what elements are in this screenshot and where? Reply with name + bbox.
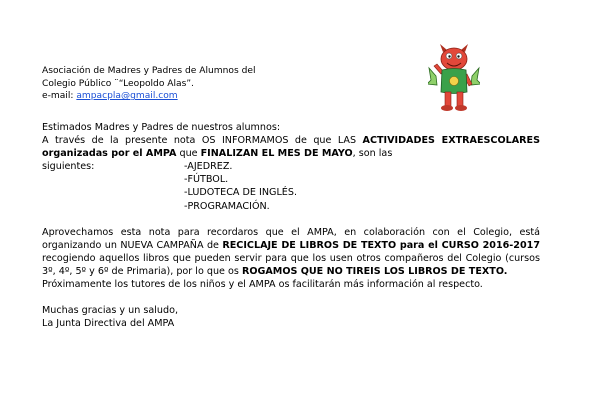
letter-closing: Muchas gracias y un saludo, xyxy=(42,305,178,317)
activity-row xyxy=(42,160,540,173)
org-name-line1: Asociación de Madres y Padres de Alumnos del xyxy=(42,66,256,76)
activity-row xyxy=(42,186,540,199)
paragraph-activities xyxy=(42,134,540,160)
letter-greeting: Estimados Madres y Padres de nuestros alumnos: xyxy=(42,122,281,133)
paragraph-recycling xyxy=(42,226,540,278)
activity-row xyxy=(42,173,540,186)
org-name-line2: Colegio Público ¨“Leopoldo Alas”. xyxy=(42,78,194,89)
p1-text-f: siguientes: xyxy=(42,161,95,173)
letter-signature: La Junta Directiva del AMPA xyxy=(42,318,175,330)
spacer xyxy=(42,291,540,304)
p2-bold-request: ROGAMOS QUE NO TIREIS LOS LIBROS DE TEXTO. xyxy=(241,265,508,277)
paragraph-followup: Próximamente los tutores de los niños y el AMPA os facilitarán más información al respecto. xyxy=(42,279,483,291)
p1-text-c: que xyxy=(176,148,201,160)
email-link[interactable]: ampacpla@gmail.com xyxy=(76,91,178,102)
activity-item: -PROGRAMACIÓN. xyxy=(184,200,270,212)
p2-bold-campaign: RECICLAJE DE LIBROS DE TEXTO para el CURSO 2016-2017 xyxy=(222,239,540,251)
activity-row xyxy=(42,200,540,213)
spacer xyxy=(42,213,540,226)
activity-item: -LUDOTECA DE INGLÉS. xyxy=(184,187,298,199)
letter-body xyxy=(42,121,540,330)
email-label: e-mail: xyxy=(42,91,74,102)
activity-item: -FÚTBOL. xyxy=(184,174,229,186)
letter-header xyxy=(42,65,256,103)
p1-bold-end-date: FINALIZAN EL MES DE MAYO xyxy=(200,148,353,160)
p2-text-c: recogiendo aquellos libros que pueden servir para que los usen otros compañeros del Colegio (cursos 3º, 4º, 5º y 6º de Primaria), por lo que os xyxy=(42,252,540,277)
activity-item: -AJEDREZ. xyxy=(184,161,233,173)
p2-text-a: Aprovechamos esta nota para recordaros que el AMPA, en colaboración con el Colegio, está organizando un NUEVA CAMPAÑA de xyxy=(42,226,540,251)
p1-bold-activities: ACTIVIDADES EXTRAESCOLARES organizadas por el AMPA xyxy=(42,135,540,160)
p1-text-a: A través de la presente nota OS INFORMAMOS de que LAS xyxy=(42,135,363,147)
p1-text-e: , son las xyxy=(352,148,393,160)
email-line xyxy=(42,90,256,103)
red-devil-mascot-icon xyxy=(428,42,480,114)
